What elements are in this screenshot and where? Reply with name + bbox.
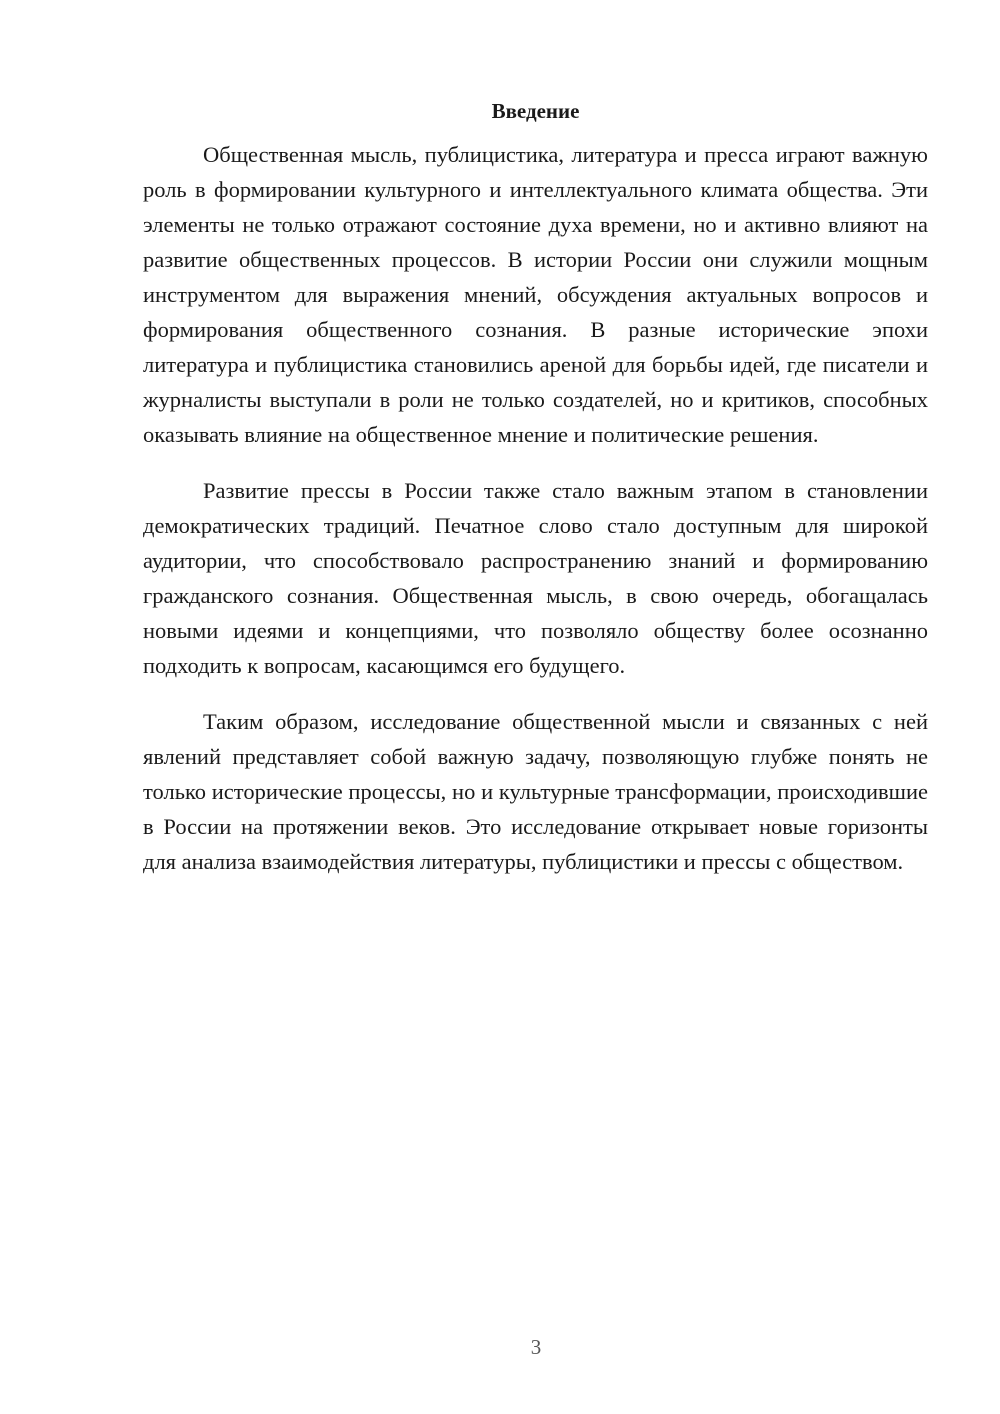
paragraph-1: Общественная мысль, публицистика, литература и пресса играют важную роль в формировании культурного и интеллектуального климата общества. Эти элементы не только отражают состояние духа времени, но и активно влияют на развитие общественных процессов. В истории России они служили мощным инструментом для выражения мнений, обсуждения актуальных вопросов и формирования общественного сознания. В разные исторические эпохи литература и публицистика становились ареной для борьбы идей, где писатели и журналисты выступали в роли не только создателей, но и критиков, способных оказывать влияние на общественное мнение и политические решения.: [143, 142, 928, 447]
section-heading: Введение: [491, 99, 580, 123]
page-number: 3: [530, 1335, 542, 1359]
page-content: [143, 96, 928, 900]
paragraph-3: Таким образом, исследование общественной мысли и связанных с ней явлений представляет собой важную задачу, позволяющую глубже понять не только исторические процессы, но и культурные трансформации, происходившие в России на протяжении веков. Это исследование открывает новые горизонты для анализа взаимодействия литературы, публицистики и прессы с обществом.: [143, 709, 928, 874]
paragraph-2: Развитие прессы в России также стало важным этапом в становлении демократических традиций. Печатное слово стало доступным для широкой аудитории, что способствовало распространению знаний и формированию гражданского сознания. Общественная мысль, в свою очередь, обогащалась новыми идеями и концепциями, что позволяло обществу более осознанно подходить к вопросам, касающимся его будущего.: [143, 478, 928, 678]
